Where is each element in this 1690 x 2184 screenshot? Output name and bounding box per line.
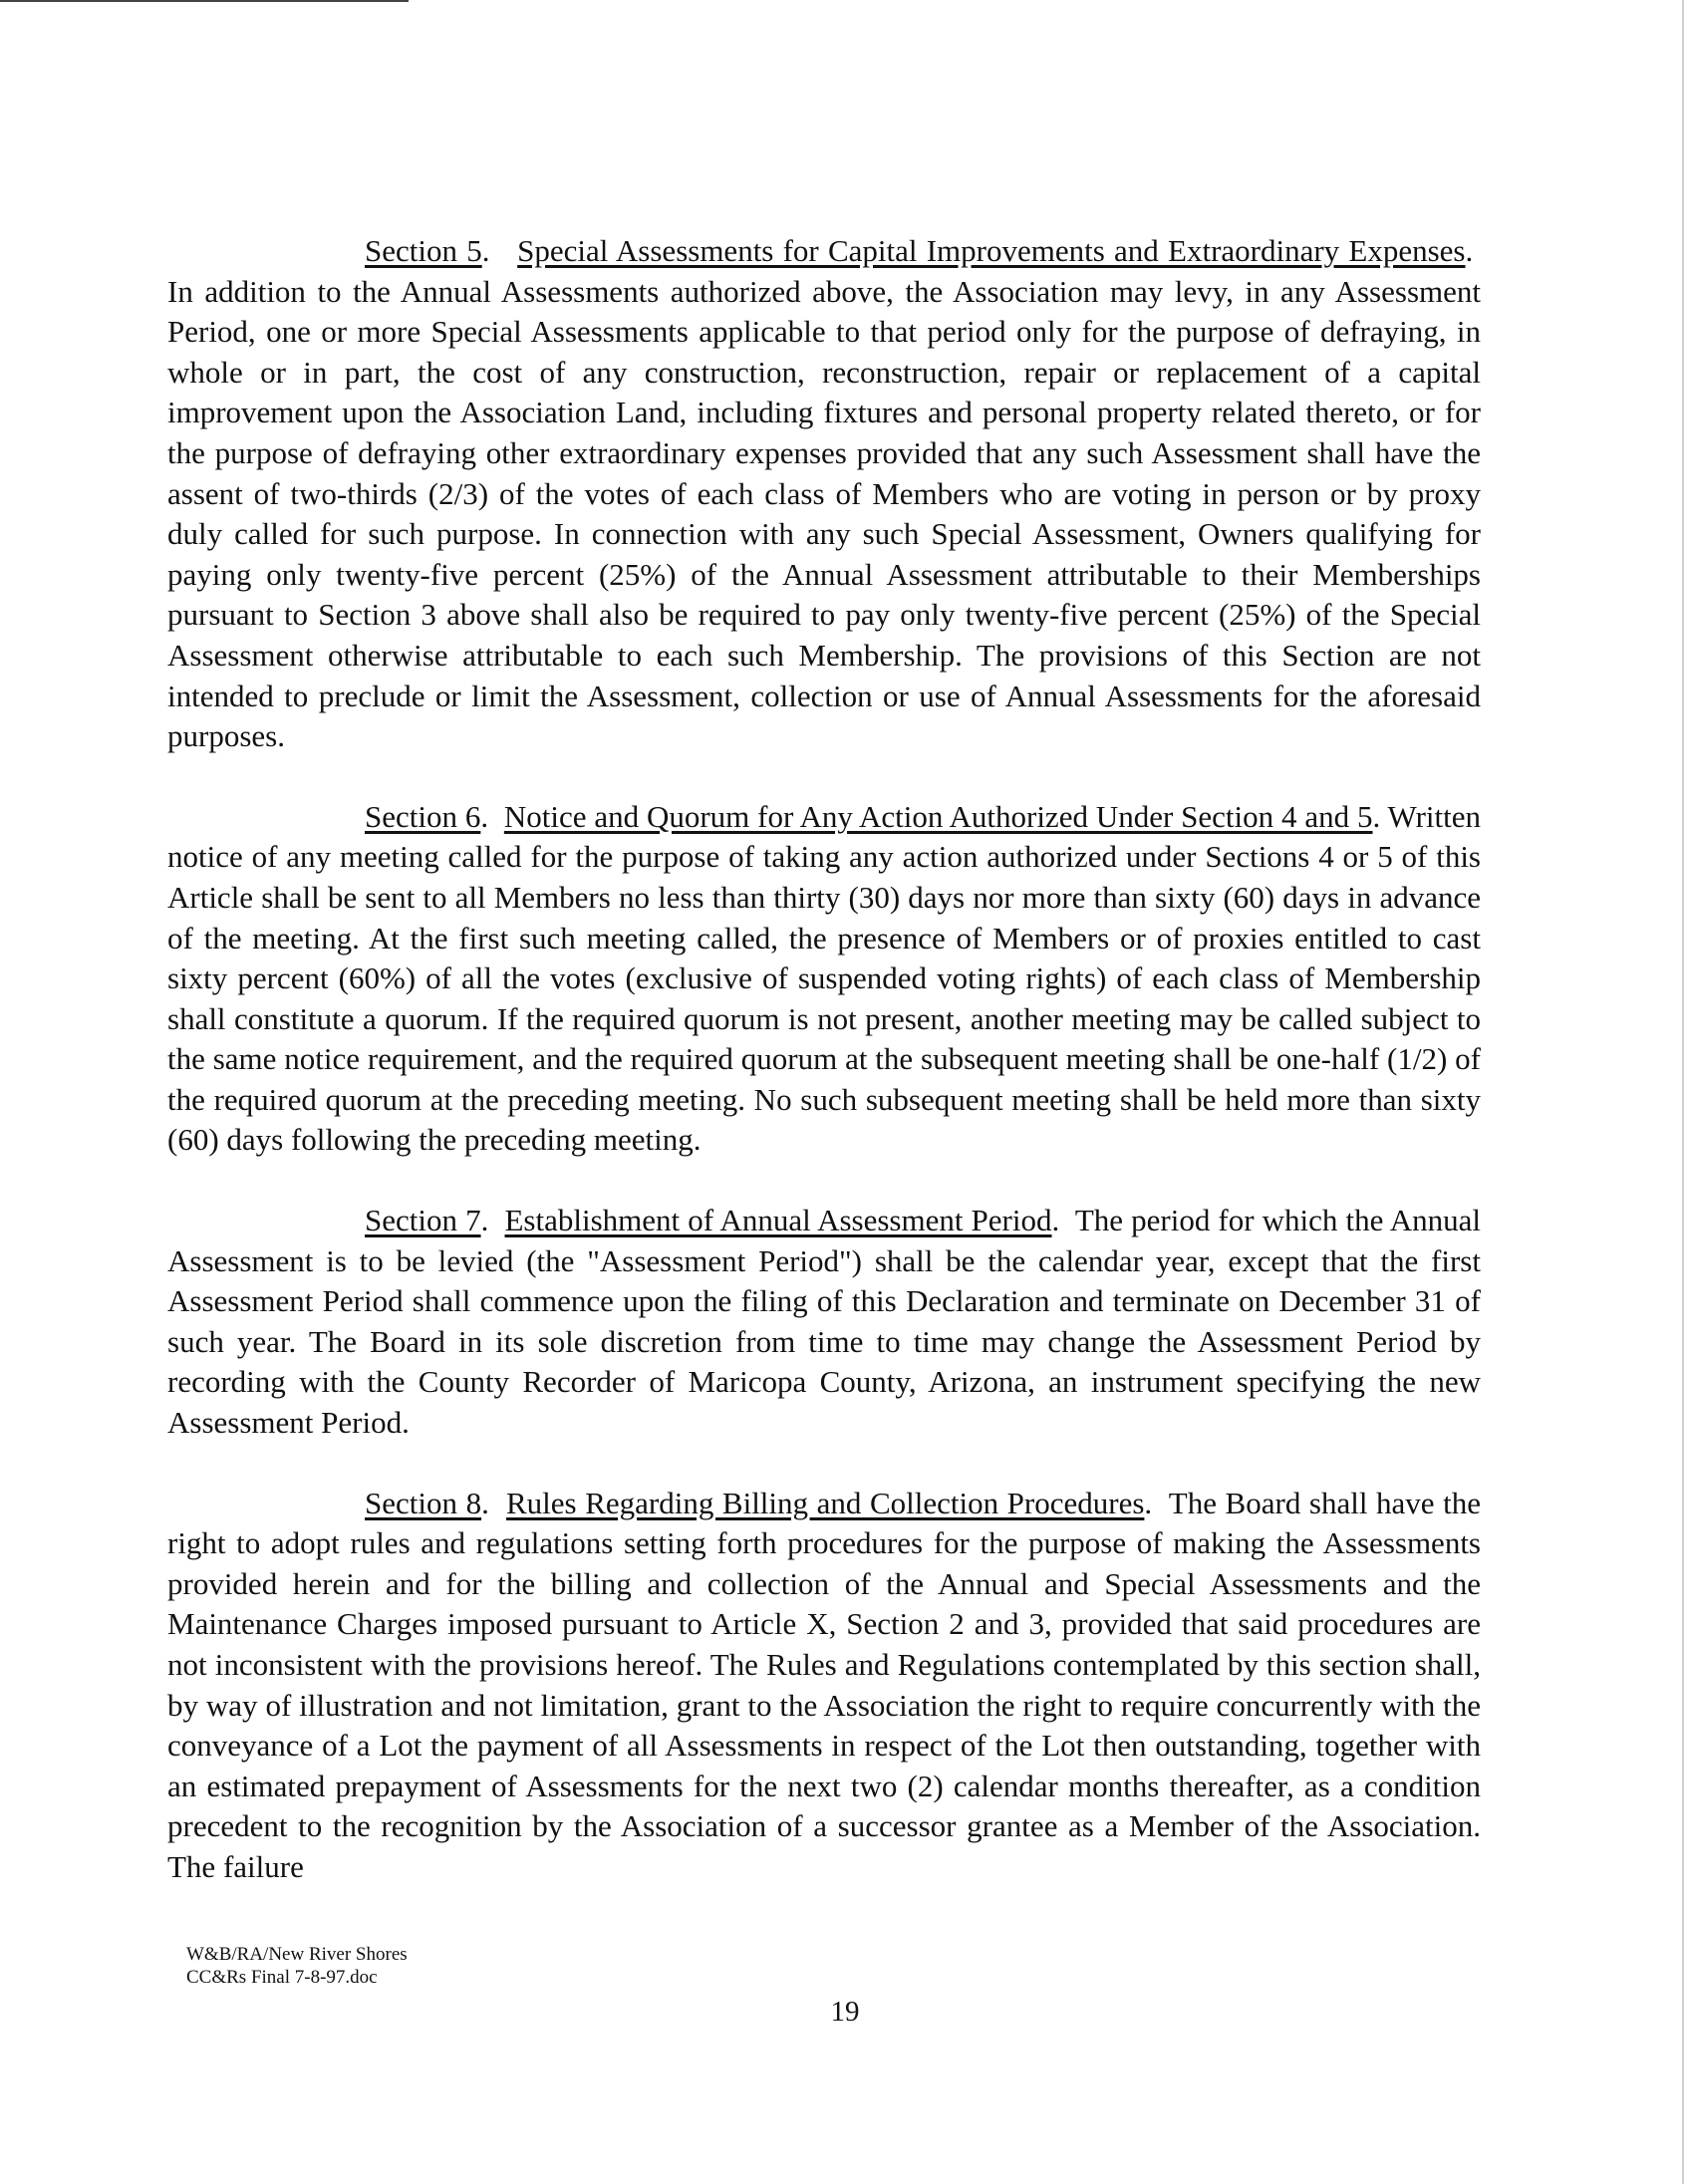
section-5 [167,231,1481,757]
section-paragraph: Section 7. Establishment of Annual Assessment Period. The period for which the Annual Assessment is to be levied (the "Assessment Period") shall be the calendar year, except that the first Assessment Period shall commence upon the filing of this Declaration and terminate on December 31 of such year. The Board in its sole discretion from time to time may change the Assessment Period by recording with the County Recorder of Maricopa County, Arizona, an instrument specifying the new Assessment Period. [167,1203,1482,1441]
section-body: The period for which the Annual Assessment is to be levied (the "Assessment Period") shall be the calendar year, except that the first Assessment Period shall commence upon the filing of this Declaration and terminate on December 31 of such year. The Board in its sole discretion from time to time may change the Assessment Period by recording with the County Recorder of Maricopa County, Arizona, an instrument specifying the new Assessment Period. [167,1203,1482,1441]
section-title: Rules Regarding Billing and Collection Procedures [506,1485,1145,1520]
section-number: Section 7 [365,1203,481,1238]
section-body: The Board shall have the right to adopt rules and regulations setting forth procedures for the purpose of making the Assessments provided herein and for the billing and collection of the Annual and Special Assessments and the Maintenance Charges imposed pursuant to Article X, Section 2 and 3, provided that said procedures are not inconsistent with the provisions hereof. The Rules and Regulations contemplated by this section shall, by way of illustration and not limitation, grant to the Association the right to require concurrently with the conveyance of a Lot the payment of all Assessments in respect of the Lot then outstanding, together with an estimated prepayment of Assessments for the next two (2) calendar months thereafter, as a condition precedent to the recognition by the Association of a successor grantee as a Member of the Association. The failure [167,1485,1481,1884]
section-title: Notice and Quorum for Any Action Authorized Under Section 4 and 5 [503,798,1373,834]
footer-document-reference [186,1943,408,1989]
section-number: Section 6 [365,798,481,834]
footer-ref-line-1: W&B/RA/New River Shores [186,1944,408,1965]
section-7 [167,1201,1481,1444]
section-body: In addition to the Annual Assessments authorized above, the Association may levy, in any Assessment Period, one or more Special Assessments applicable to that period only for the purpose of defraying, in whole or in part, the cost of any construction, reconstruction, repair or replacement of a capital improvement upon the Association Land, including fixtures and personal property related thereto, or for the purpose of defraying other extraordinary expenses provided that any such Assessment shall have the assent of two-thirds (2/3) of the votes of each class of Members who are voting in person or by proxy duly called for such purpose. In connection with any such Special Assessment, Owners qualifying for paying only twenty-five percent (25%) of the Annual Assessment attributable to their Memberships pursuant to Section 3 above shall also be required to pay only twenty-five percent (25%) of the Special Assessment otherwise attributable to each such Membership. The provisions of this Section are not intended to preclude or limit the Assessment, collection or use of Annual Assessments for the aforesaid purposes. [167,273,1481,754]
section-paragraph: Section 5. Special Assessments for Capital Improvements and Extraordinary Expenses. In addition to the Annual Assessments authorized above, the Association may levy, in any Assessment Period, one or more Special Assessments applicable to that period only for the purpose of defraying, in whole or in part, the cost of any construction, reconstruction, repair or replacement of a capital improvement upon the Association Land, including fixtures and personal property related thereto, or for the purpose of defraying other extraordinary expenses provided that any such Assessment shall have the assent of two-thirds (2/3) of the votes of each class of Members who are voting in person or by proxy duly called for such purpose. In connection with any such Special Assessment, Owners qualifying for paying only twenty-five percent (25%) of the Annual Assessment attributable to their Memberships pursuant to Section 3 above shall also be required to pay only twenty-five percent (25%) of the Special Assessment otherwise attributable to each such Membership. The provisions of this Section are not intended to preclude or limit the Assessment, collection or use of Annual Assessments for the aforesaid purposes. [167,233,1481,754]
section-title: Establishment of Annual Assessment Period [504,1203,1052,1238]
scan-right-edge [1682,0,1684,2184]
section-number: Section 8 [365,1485,482,1520]
document-body [167,231,1481,1928]
section-6 [167,797,1481,1161]
footer-ref-line-2: CC&Rs Final 7-8-97.doc [186,1967,378,1988]
scan-edge-line [0,0,409,2]
section-8 [167,1484,1481,1888]
section-number: Section 5 [365,233,482,268]
section-paragraph: Section 6. Notice and Quorum for Any Action Authorized Under Section 4 and 5. Written notice of any meeting called for the purpose of taking any action authorized under Sections 4 or 5 of this Article shall be sent to all Members no less than thirty (30) days nor more than sixty (60) days in advance of the meeting. At the first such meeting called, the presence of Members or of proxies entitled to cast sixty percent (60%) of all the votes (exclusive of suspended voting rights) of each class of Membership shall constitute a quorum. If the required quorum is not present, another meeting may be called subject to the same notice requirement, and the required quorum at the subsequent meeting shall be one-half (1/2) of the required quorum at the preceding meeting. No such subsequent meeting shall be held more than sixty (60) days following the preceding meeting. [167,798,1481,1158]
section-title: Special Assessments for Capital Improvements and Extraordinary Expenses [517,233,1466,268]
page-number: 19 [830,1996,860,2028]
section-paragraph: Section 8. Rules Regarding Billing and Collection Procedures. The Board shall have the right to adopt rules and regulations setting forth procedures for the purpose of making the Assessments provided herein and for the billing and collection of the Annual and Special Assessments and the Maintenance Charges imposed pursuant to Article X, Section 2 and 3, provided that said procedures are not inconsistent with the provisions hereof. The Rules and Regulations contemplated by this section shall, by way of illustration and not limitation, grant to the Association the right to require concurrently with the conveyance of a Lot the payment of all Assessments in respect of the Lot then outstanding, together with an estimated prepayment of Assessments for the next two (2) calendar months thereafter, as a condition precedent to the recognition by the Association of a successor grantee as a Member of the Association. The failure [167,1485,1481,1884]
section-body: Written notice of any meeting called for the purpose of taking any action authorized under Sections 4 or 5 of this Article shall be sent to all Members no less than thirty (30) days nor more than sixty (60) days in advance of the meeting. At the first such meeting called, the presence of Members or of proxies entitled to cast sixty percent (60%) of all the votes (exclusive of suspended voting rights) of each class of Membership shall constitute a quorum. If the required quorum is not present, another meeting may be called subject to the same notice requirement, and the required quorum at the subsequent meeting shall be one-half (1/2) of the required quorum at the preceding meeting. No such subsequent meeting shall be held more than sixty (60) days following the preceding meeting. [167,798,1481,1158]
